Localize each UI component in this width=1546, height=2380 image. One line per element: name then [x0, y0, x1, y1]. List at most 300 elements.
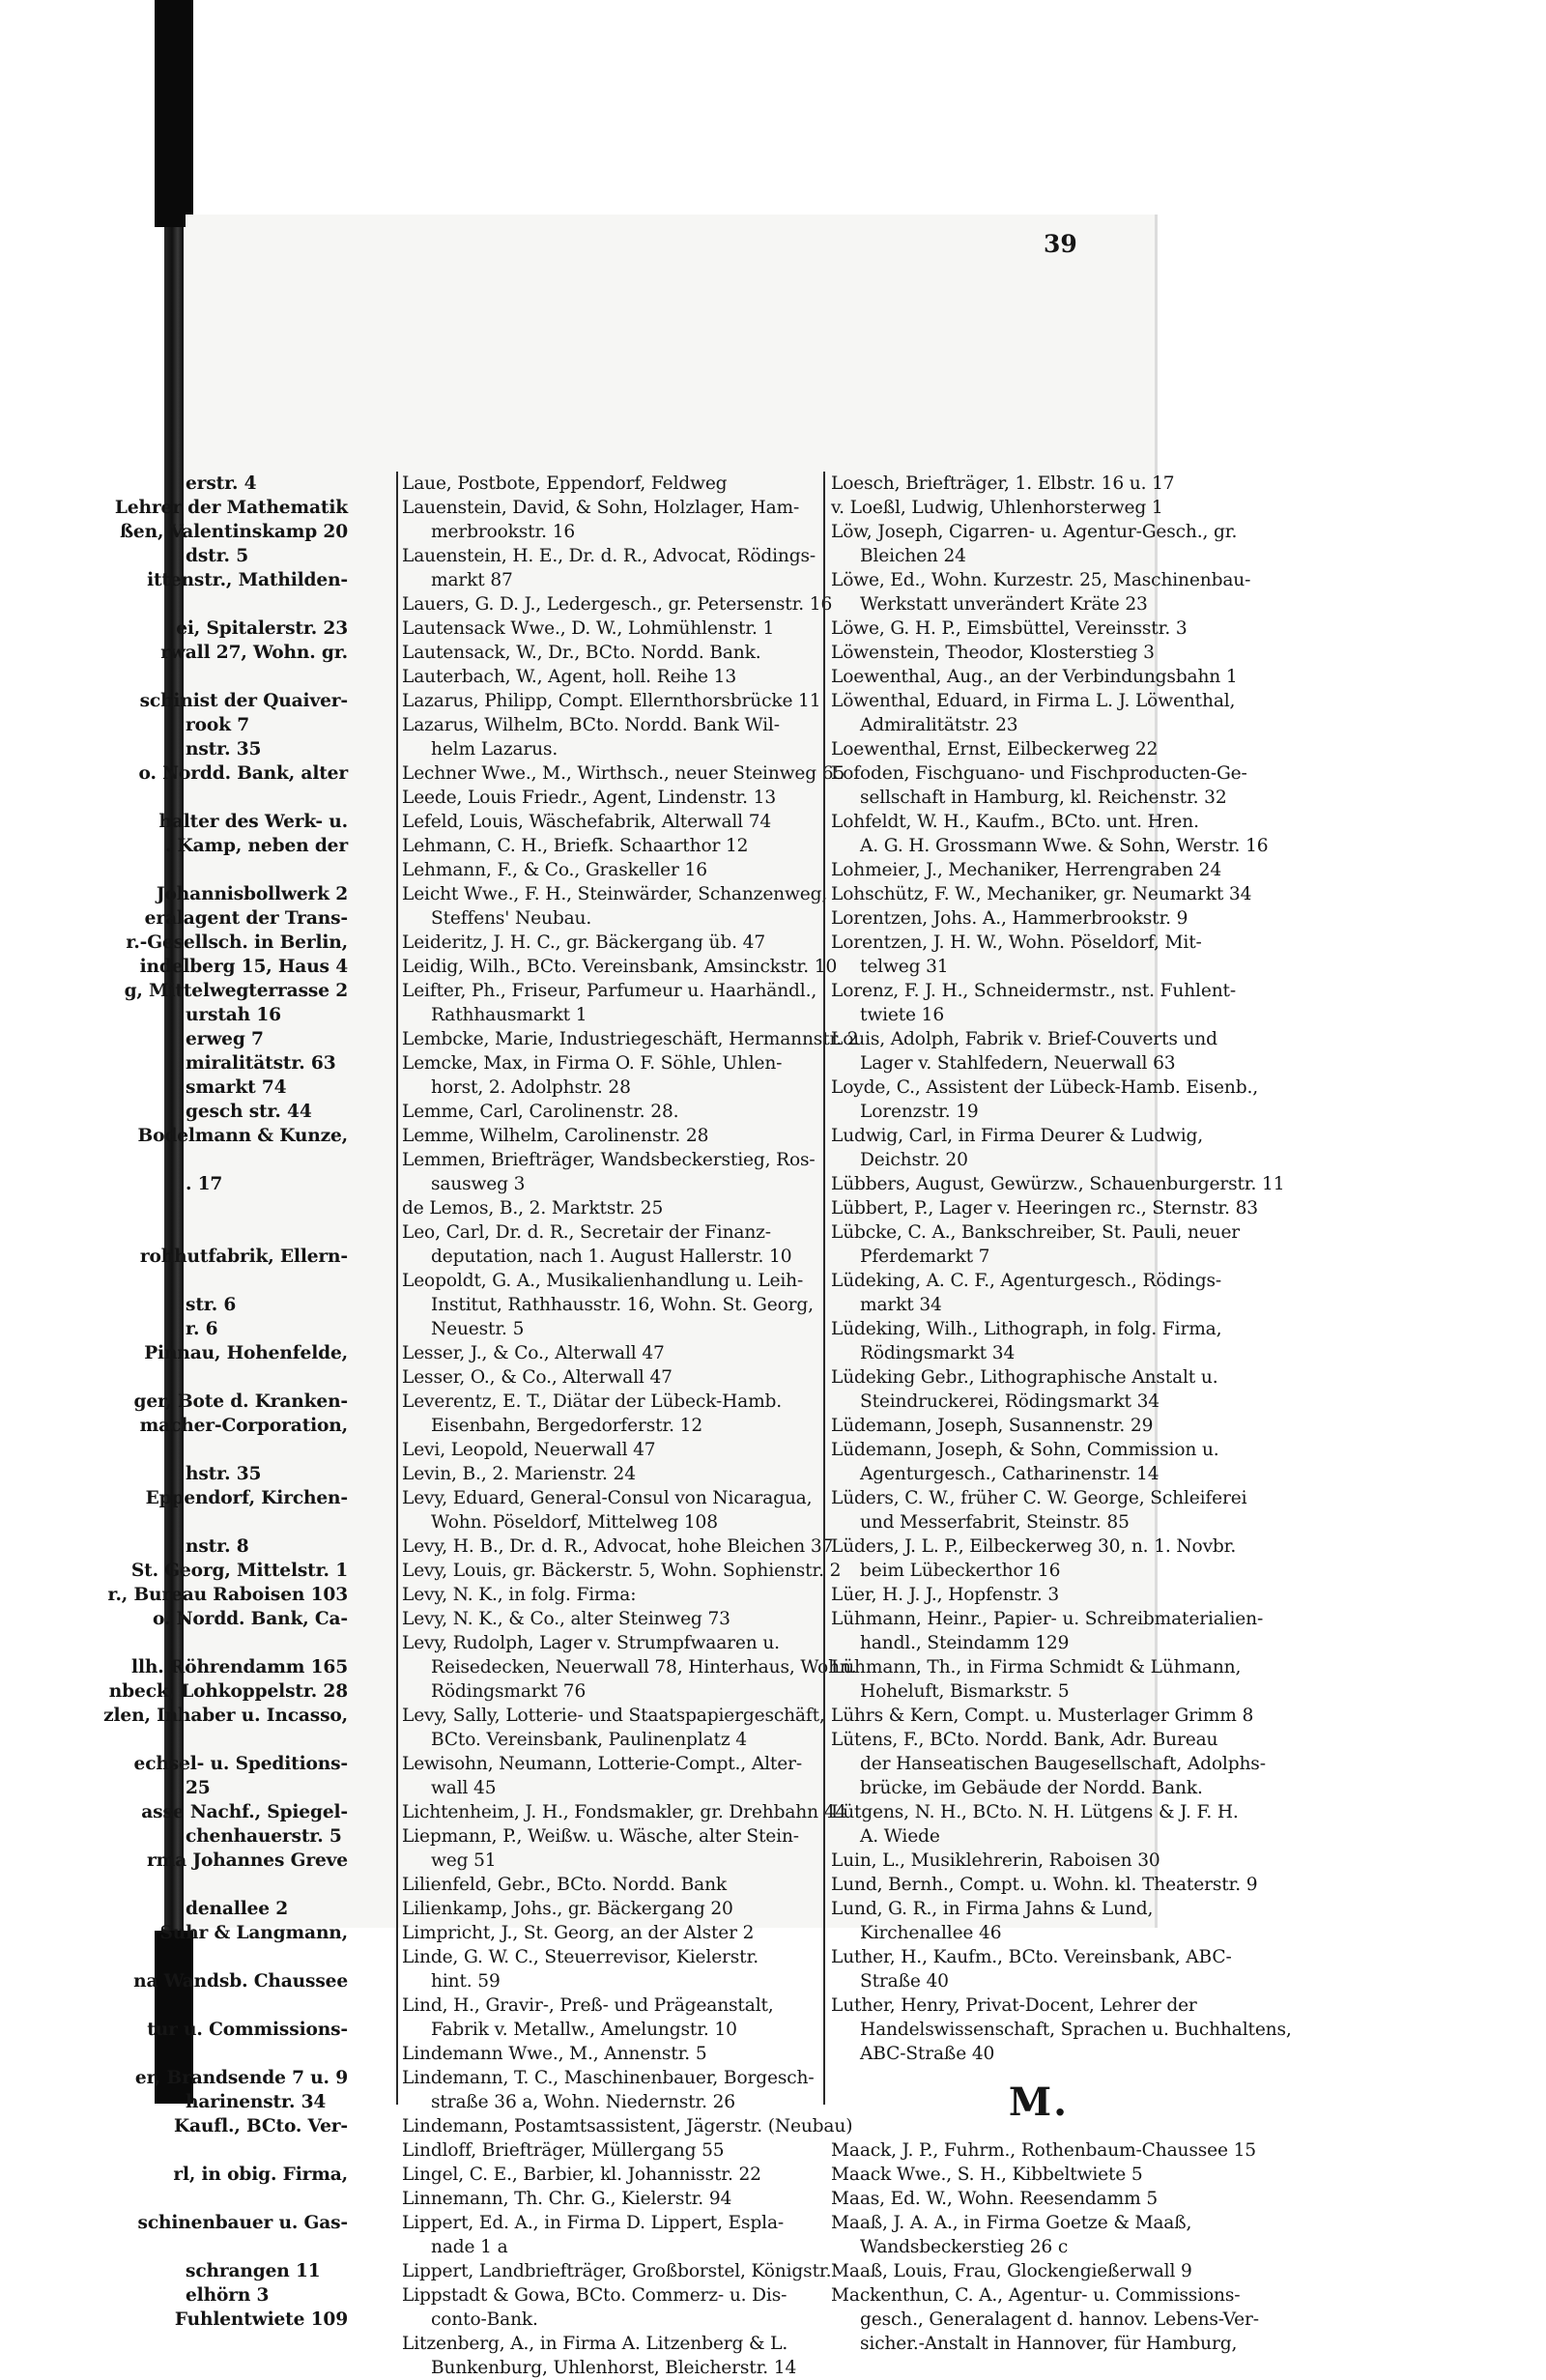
entry-continuation-line: Bleichen 24 — [860, 546, 966, 566]
entry-continuation-line: Eisenbahn, Bergedorferstr. 12 — [431, 1416, 703, 1436]
fragment-line — [139, 1245, 348, 1269]
entry-name-line: Lohfeldt, W. H., Kaufm., BCto. unt. Hren. — [831, 812, 1199, 832]
fragment-text — [186, 1222, 191, 1243]
fragment-text: chenhauerstr. 5 — [186, 1826, 342, 1847]
fragment-text: o. Nordd. Bank, Ca- — [153, 1609, 348, 1629]
directory-entry — [398, 2332, 823, 2380]
entry-name-line: v. Loeßl, Ludwig, Uhlenhorsterweg 1 — [831, 498, 1163, 518]
directory-entry — [398, 761, 845, 786]
entry-name-line: Lütgens, N. H., BCto. N. H. Lütgens & J. F. H. — [831, 1802, 1239, 1822]
entry-name-line: Maaß, Louis, Frau, Glockengießerwall 9 — [831, 2261, 1192, 2281]
entry-name-line: Lembcke, Marie, Industriegeschäft, Hermannstr. 2 — [402, 1029, 859, 1049]
directory-entry — [398, 665, 823, 689]
fragment-line — [186, 472, 348, 496]
entry-name-line: Luin, L., Musiklehrerin, Raboisen 30 — [831, 1850, 1160, 1871]
directory-entry — [825, 1075, 1258, 1124]
entry-name-line: Leede, Louis Friedr., Agent, Lindenstr. 13 — [402, 788, 777, 808]
entry-name-line: Lichtenheim, J. H., Fondsmakler, gr. Drehbahn 44 — [402, 1802, 847, 1822]
entry-continuation-line: gesch., Generalagent d. hannov. Lebens-Ver- — [860, 2309, 1259, 2330]
fragment-text: miralitätstr. 63 — [186, 1053, 336, 1074]
fragment-text: schinenbauer u. Gas- — [137, 2213, 348, 2233]
entry-name-line: Luther, H., Kaufm., BCto. Vereinsbank, ABC- — [831, 1947, 1232, 1967]
fragment-line — [186, 713, 348, 737]
fragment-text: erstr. 4 — [186, 473, 257, 494]
fragment-line — [133, 1969, 348, 1993]
entry-name-line: Lorentzen, J. H. W., Wohn. Pöseldorf, Mit- — [831, 932, 1202, 953]
directory-entry — [825, 931, 1252, 979]
directory-entry — [825, 1945, 1252, 1993]
entry-name-line: Lorenz, F. J. H., Schneidermstr., nst. Fuhlent- — [831, 981, 1236, 1001]
entry-continuation-line: sellschaft in Hamburg, kl. Reichenstr. 32 — [860, 788, 1227, 808]
fragment-line — [174, 2308, 348, 2332]
entry-name-line: Löw, Joseph, Cigarren- u. Agentur-Gesch., gr. — [831, 522, 1238, 542]
entries-l — [825, 472, 1292, 2066]
directory-entry — [398, 1438, 823, 1462]
entry-continuation-line: beim Lübeckerthor 16 — [860, 1561, 1061, 1581]
directory-entry — [398, 1631, 857, 1704]
directory-entry — [398, 1993, 823, 2042]
entry-name-line: Lauenstein, H. E., Dr. d. R., Advocat, Rödings- — [402, 546, 816, 566]
directory-entry — [825, 665, 1252, 689]
directory-entry — [398, 2114, 853, 2138]
directory-entry — [825, 1534, 1252, 1583]
entry-continuation-line: Wohn. Pöseldorf, Mittelweg 108 — [431, 1512, 718, 1533]
fragment-line — [139, 1414, 348, 1438]
entry-name-line: Loewenthal, Ernst, Eilbeckerweg 22 — [831, 739, 1159, 760]
entry-continuation-line: markt 34 — [860, 1295, 942, 1315]
fragment-text: rohhutfabrik, Ellern- — [139, 1247, 348, 1267]
entry-name-line: Lippert, Ed. A., in Firma D. Lippert, Espla- — [402, 2213, 785, 2233]
entry-name-line: Lindloff, Briefträger, Müllergang 55 — [402, 2140, 725, 2161]
directory-entry — [398, 1607, 823, 1631]
directory-entry — [825, 737, 1252, 761]
directory-entry — [398, 1945, 823, 1993]
entry-name-line: Lüdemann, Joseph, & Sohn, Commission u. — [831, 1440, 1219, 1460]
fragment-text: o. Nordd. Bank, alter — [138, 763, 348, 784]
directory-entry — [825, 810, 1269, 858]
directory-entry — [398, 834, 823, 858]
entry-continuation-line: und Messerfabrit, Steinstr. 85 — [860, 1512, 1130, 1533]
fragment-text: zlen, Inhaber u. Incasso, — [103, 1706, 348, 1726]
fragment-line — [186, 1873, 348, 1897]
fragment-text — [186, 1367, 191, 1388]
entry-name-line: Lütens, F., BCto. Nordd. Bank, Adr. Bureau — [831, 1730, 1218, 1750]
entry-name-line: Lüders, J. L. P., Eilbeckerweg 30, n. 1. Novbr. — [831, 1536, 1237, 1557]
fragment-line — [147, 2018, 348, 2042]
entry-name-line: Lemcke, Max, in Firma O. F. Söhle, Uhlen- — [402, 1053, 783, 1074]
entry-name-line: Lesser, O., & Co., Alterwall 47 — [402, 1367, 673, 1388]
fragment-line — [159, 1921, 348, 1945]
directory-entry — [398, 1873, 823, 1897]
directory-entry — [398, 1534, 834, 1559]
entry-name-line: Lübbers, August, Gewürzw., Schauenburgerstr. 11 — [831, 1174, 1285, 1194]
entry-continuation-line: Deichstr. 20 — [860, 1150, 968, 1170]
fragment-line — [186, 1462, 348, 1486]
fragment-text — [186, 1995, 191, 2016]
directory-entry — [398, 2283, 823, 2332]
fragment-text: r.-Gesellsch. in Berlin, — [126, 932, 348, 953]
directory-entry — [825, 1317, 1252, 1365]
entry-name-line: Lippstadt & Gowa, BCto. Commerz- u. Dis- — [402, 2285, 787, 2306]
entry-continuation-line: telweg 31 — [860, 957, 949, 977]
entry-name-line: Levin, B., 2. Marienstr. 24 — [402, 1464, 636, 1484]
fragment-line — [164, 834, 348, 858]
fragment-line — [186, 1897, 348, 1921]
fragment-line — [139, 689, 348, 713]
fragment-text: erweg 7 — [186, 1029, 264, 1049]
directory-entry — [398, 882, 828, 931]
directory-entry — [398, 1365, 823, 1390]
fragment-text: er, Brandsende 7 u. 9 — [134, 2068, 348, 2088]
entry-continuation-line: der Hanseatischen Baugesellschaft, Adolphs- — [860, 1754, 1266, 1774]
entry-continuation-line: markt 87 — [431, 570, 513, 590]
entry-name-line: Lüdeking, A. C. F., Agenturgesch., Rödings- — [831, 1271, 1222, 1291]
entry-continuation-line: Steindruckerei, Rödingsmarkt 34 — [860, 1391, 1160, 1412]
fragment-line — [103, 1704, 348, 1728]
entry-name-line: Lewisohn, Neumann, Lotterie-Compt., Alter- — [402, 1754, 802, 1774]
fragment-text: r., Bureau Raboisen 103 — [107, 1585, 348, 1605]
fragment-line — [173, 2114, 348, 2138]
directory-entry — [825, 617, 1252, 641]
spine-shadow-top — [155, 0, 193, 227]
entry-continuation-line: Neuestr. 5 — [431, 1319, 525, 1339]
fragment-line — [186, 1172, 348, 1196]
directory-entry — [398, 1800, 847, 1824]
directory-entry — [825, 1027, 1252, 1075]
entry-name-line: Levy, Louis, gr. Bäckerstr. 5, Wohn. Sophienstr. 2 — [402, 1561, 842, 1581]
directory-entry — [825, 1993, 1292, 2066]
fragment-text — [186, 1150, 191, 1170]
fragment-text: rwall 27, Wohn. gr. — [160, 643, 348, 663]
entry-continuation-line: horst, 2. Adolphstr. 28 — [431, 1077, 631, 1098]
fragment-line — [186, 2283, 348, 2308]
entry-name-line: Lüdeking, Wilh., Lithograph, in folg. Firma, — [831, 1319, 1222, 1339]
fragment-text: smarkt 74 — [186, 1077, 287, 1098]
directory-entry — [825, 689, 1252, 737]
directory-entry — [825, 858, 1252, 882]
fragment-text: hstr. 35 — [186, 1464, 262, 1484]
fragment-line — [186, 1993, 348, 2018]
fragment-line — [186, 1075, 348, 1100]
directory-entry — [825, 472, 1252, 496]
fragment-text — [186, 667, 191, 687]
entry-name-line: Levy, Sally, Lotterie- und Staatspapiergeschäft, — [402, 1706, 825, 1726]
entry-name-line: Levy, Eduard, General-Consul von Nicaragua, — [402, 1488, 813, 1508]
fragment-text: asse Nachf., Spiegel- — [141, 1802, 348, 1822]
entry-continuation-line: Hoheluft, Bismarkstr. 5 — [860, 1681, 1070, 1702]
directory-entry — [398, 2259, 832, 2283]
fragment-line — [131, 1655, 348, 1679]
directory-entry — [825, 568, 1252, 617]
fragment-line — [108, 1679, 348, 1704]
entry-continuation-line: brücke, im Gebäude der Nordd. Bank. — [860, 1778, 1203, 1798]
directory-entry — [825, 2283, 1259, 2356]
fragment-line — [186, 1631, 348, 1655]
entry-continuation-line: Fabrik v. Metallw., Amelungstr. 10 — [431, 2020, 737, 2040]
directory-entry — [825, 2211, 1252, 2259]
fragment-text — [186, 1512, 191, 1533]
fragment-text — [186, 1271, 191, 1291]
directory-entry — [825, 1800, 1252, 1849]
directory-entry — [398, 1824, 823, 1873]
entry-continuation-line: Admiralitätstr. 23 — [860, 715, 1018, 735]
entry-continuation-line: sausweg 3 — [431, 1174, 526, 1194]
fragment-line — [153, 1607, 348, 1631]
directory-entry — [825, 1172, 1285, 1196]
fragment-text — [186, 1440, 191, 1460]
directory-entry — [825, 1486, 1252, 1534]
fragment-text — [186, 1730, 191, 1750]
fragment-line — [137, 1124, 348, 1148]
entry-name-line: Liepmann, P., Weißw. u. Wäsche, alter Stein- — [402, 1826, 799, 1847]
directory-entry — [398, 2211, 823, 2259]
directory-entry — [398, 1100, 823, 1124]
book-spine — [164, 0, 184, 2104]
fragment-line — [186, 2187, 348, 2211]
entry-continuation-line: Rathhausmarkt 1 — [431, 1005, 587, 1025]
entry-name-line: Leideritz, J. H. C., gr. Bäckergang üb. 47 — [402, 932, 766, 953]
directory-entry — [825, 1897, 1252, 1945]
directory-column-right — [823, 472, 1292, 2354]
fragment-line — [133, 1390, 348, 1414]
directory-entry — [398, 689, 823, 713]
fragment-line — [156, 882, 348, 906]
entry-name-line: Lilienfeld, Gebr., BCto. Nordd. Bank — [402, 1875, 728, 1895]
entry-name-line: Lübbert, P., Lager v. Heeringen rc., Sternstr. 83 — [831, 1198, 1258, 1219]
fragment-line — [186, 1776, 348, 1800]
directory-entry — [398, 2042, 823, 2066]
entry-continuation-line: conto-Bank. — [431, 2309, 538, 2330]
directory-entry — [398, 1462, 823, 1486]
fragment-line — [186, 2259, 348, 2283]
entry-continuation-line: Kirchenallee 46 — [860, 1923, 1002, 1943]
fragment-line — [186, 1100, 348, 1124]
fragment-line — [186, 665, 348, 689]
entry-continuation-line: twiete 16 — [860, 1005, 945, 1025]
directory-entry — [398, 1027, 859, 1051]
fragment-line — [114, 496, 348, 520]
directory-entry — [825, 1704, 1252, 1728]
fragment-text: Suhr & Langmann, — [159, 1923, 348, 1943]
fragment-text: g, Mittelwegterrasse 2 — [124, 981, 348, 1001]
entry-name-line: Leicht Wwe., F. H., Steinwärder, Schanzenweg, — [402, 884, 828, 904]
fragment-line — [126, 931, 348, 955]
entry-continuation-line: Rödingsmarkt 34 — [860, 1343, 1016, 1363]
fragment-text: macher-Corporation, — [139, 1416, 348, 1436]
fragment-text: Pinnau, Hohenfelde, — [144, 1343, 348, 1363]
entry-name-line: Loesch, Briefträger, 1. Elbstr. 16 u. 17 — [831, 473, 1175, 494]
entry-name-line: Lorentzen, Johs. A., Hammerbrookstr. 9 — [831, 908, 1188, 929]
fragment-line — [186, 1051, 348, 1075]
fragment-text: Kaufl., BCto. Ver- — [173, 2116, 348, 2136]
directory-entry — [398, 1196, 823, 1220]
directory-entry — [825, 1269, 1252, 1317]
entry-name-line: Lofoden, Fischguano- und Fischproducten-Ge- — [831, 763, 1247, 784]
fragment-line — [186, 1438, 348, 1462]
directory-entry — [398, 1921, 823, 1945]
entry-name-line: Lindemann, Postamtsassistent, Jägerstr. (Neubau) — [402, 2116, 853, 2136]
entry-name-line: de Lemos, B., 2. Marktstr. 25 — [402, 1198, 664, 1219]
fragment-text: dstr. 5 — [186, 546, 248, 566]
entry-continuation-line: nade 1 a — [431, 2237, 508, 2257]
fragment-line — [186, 1510, 348, 1534]
entry-continuation-line: Handelswissenschaft, Sprachen u. Buchhaltens, — [860, 2020, 1292, 2040]
entry-name-line: Löwenstein, Theodor, Klosterstieg 3 — [831, 643, 1155, 663]
directory-entry — [398, 955, 838, 979]
entry-name-line: Lazarus, Wilhelm, BCto. Nordd. Bank Wil- — [402, 715, 780, 735]
fragment-text: indelberg 15, Haus 4 — [139, 957, 348, 977]
fragment-text — [186, 2140, 191, 2161]
entry-name-line: Lüdeking Gebr., Lithographische Anstalt u. — [831, 1367, 1218, 1388]
directory-entry — [398, 472, 823, 496]
entry-continuation-line: ABC-Straße 40 — [860, 2044, 995, 2064]
entry-continuation-line: merbrookstr. 16 — [431, 522, 576, 542]
fragment-line — [186, 1003, 348, 1027]
previous-page-fragments — [103, 472, 348, 2332]
entry-name-line: Litzenberg, A., in Firma A. Litzenberg & L. — [402, 2334, 788, 2354]
fragment-text: str. 6 — [186, 1295, 237, 1315]
directory-entry — [825, 1583, 1252, 1607]
entry-name-line: Loyde, C., Assistent der Lübeck-Hamb. Eisenb., — [831, 1077, 1258, 1098]
fragment-text: Fuhlentwiete 109 — [174, 2309, 348, 2330]
entry-continuation-line: Reisedecken, Neuerwall 78, Hinterhaus, Wohn. — [431, 1657, 857, 1677]
entry-name-line: Linnemann, Th. Chr. G., Kielerstr. 94 — [402, 2189, 732, 2209]
fragment-text: nstr. 35 — [186, 739, 262, 760]
fragment-text: llh. Röhrendamm 165 — [131, 1657, 348, 1677]
entry-name-line: Mackenthun, C. A., Agentur- u. Commissions- — [831, 2285, 1241, 2306]
fragment-text: denallee 2 — [186, 1899, 289, 1919]
fragment-text: . 17 — [186, 1174, 223, 1194]
fragment-line — [137, 2211, 348, 2235]
fragment-line — [119, 520, 348, 544]
entry-name-line: Lund, Bernh., Compt. u. Wohn. kl. Theaterstr. 9 — [831, 1875, 1258, 1895]
directory-entry — [398, 1051, 823, 1100]
directory-entry — [398, 1148, 823, 1196]
directory-entry — [825, 2138, 1256, 2163]
entry-continuation-line: Agenturgesch., Catharinenstr. 14 — [860, 1464, 1160, 1484]
directory-entry — [398, 1390, 823, 1438]
fragment-line — [141, 1800, 348, 1824]
entry-continuation-line: Lager v. Stahlfedern, Neuerwall 63 — [860, 1053, 1176, 1074]
entry-name-line: Lund, G. R., in Firma Jahns & Lund, — [831, 1899, 1154, 1919]
fragment-line — [186, 1293, 348, 1317]
directory-entry — [825, 761, 1252, 810]
directory-entry — [398, 979, 823, 1027]
entry-name-line: Lehmann, F., & Co., Graskeller 16 — [402, 860, 707, 880]
entry-name-line: Lüders, C. W., früher C. W. George, Schleiferei — [831, 1488, 1247, 1508]
entry-name-line: Lind, H., Gravir-, Preß- und Prägeanstalt, — [402, 1995, 774, 2016]
entry-continuation-line: BCto. Vereinsbank, Paulinenplatz 4 — [431, 1730, 747, 1750]
fragment-line — [186, 1824, 348, 1849]
entry-name-line: Leifter, Ph., Friseur, Parfumeur u. Haarhändl., — [402, 981, 817, 1001]
fragment-text: urstah 16 — [186, 1005, 281, 1025]
directory-column-middle — [396, 472, 859, 2378]
entry-name-line: Lauenstein, David, & Sohn, Holzlager, Ham- — [402, 498, 800, 518]
directory-entry — [398, 617, 823, 641]
entry-name-line: Maack, J. P., Fuhrm., Rothenbaum-Chaussee 15 — [831, 2140, 1256, 2161]
directory-entry — [825, 1438, 1252, 1486]
fragment-text: Johannisbollwerk 2 — [156, 884, 348, 904]
directory-entry — [398, 1269, 823, 1341]
entry-name-line: Lautensack Wwe., D. W., Lohmühlenstr. 1 — [402, 618, 775, 639]
fragment-line — [186, 737, 348, 761]
fragment-line — [186, 1269, 348, 1293]
entry-name-line: Lesser, J., & Co., Alterwall 47 — [402, 1343, 665, 1363]
directory-entry — [398, 2138, 823, 2163]
entry-name-line: Löwe, Ed., Wohn. Kurzestr. 25, Maschinenbau- — [831, 570, 1251, 590]
fragment-text: Lehrer der Mathematik — [114, 498, 348, 518]
entry-continuation-line: helm Lazarus. — [431, 739, 558, 760]
directory-page — [103, 215, 1292, 2378]
directory-entry — [398, 1220, 823, 1269]
fragment-line — [147, 568, 348, 592]
entry-name-line: Loewenthal, Aug., an der Verbindungsbahn 1 — [831, 667, 1238, 687]
fragment-text: tur u. Commissions- — [147, 2020, 348, 2040]
directory-entry — [398, 1897, 823, 1921]
directory-entry — [398, 1486, 823, 1534]
entry-name-line: Linde, G. W. C., Steuerrevisor, Kielerstr. — [402, 1947, 759, 1967]
entry-name-line: Lechner Wwe., M., Wirthsch., neuer Steinweg 65 — [402, 763, 845, 784]
fragment-text: echsel- u. Speditions- — [133, 1754, 348, 1774]
fragment-text — [186, 1875, 191, 1895]
directory-entry — [825, 2163, 1252, 2187]
directory-entry — [825, 1873, 1258, 1897]
entry-continuation-line: deputation, nach 1. August Hallerstr. 10 — [431, 1247, 792, 1267]
entry-continuation-line: sicher.-Anstalt in Hannover, für Hamburg, — [860, 2334, 1238, 2354]
entry-name-line: Leo, Carl, Dr. d. R., Secretair der Finanz- — [402, 1222, 771, 1243]
entry-continuation-line: Institut, Rathhausstr. 16, Wohn. St. Georg, — [431, 1295, 814, 1315]
entry-name-line: Löwenthal, Eduard, in Firma L. J. Löwenthal, — [831, 691, 1236, 711]
fragment-text — [186, 860, 191, 880]
fragment-line — [160, 641, 348, 665]
directory-entry — [825, 1655, 1252, 1704]
directory-entry — [398, 931, 823, 955]
entry-name-line: Lemmen, Briefträger, Wandsbeckerstieg, Ros- — [402, 1150, 816, 1170]
directory-entry — [825, 979, 1252, 1027]
directory-entry — [825, 882, 1252, 906]
entry-continuation-line: A. G. H. Grossmann Wwe. & Sohn, Werstr. 16 — [860, 836, 1269, 856]
fragment-text: nbeck, Lohkoppelstr. 28 — [108, 1681, 348, 1702]
directory-entry — [825, 1196, 1258, 1220]
entry-name-line: Maack Wwe., S. H., Kibbeltwiete 5 — [831, 2165, 1143, 2185]
entry-name-line: Maas, Ed. W., Wohn. Reesendamm 5 — [831, 2189, 1158, 2209]
fragment-text: rma Johannes Greve — [146, 1850, 348, 1871]
fragment-text — [186, 2044, 191, 2064]
fragment-text: ger, Bote d. Kranken- — [133, 1391, 348, 1412]
section-heading-m: M. — [1008, 2079, 1070, 2125]
fragment-line — [186, 1317, 348, 1341]
directory-entry — [398, 1559, 842, 1583]
entry-continuation-line: A. Wiede — [860, 1826, 940, 1847]
fragment-line — [138, 761, 348, 786]
fragment-line — [186, 1534, 348, 1559]
entry-name-line: Leverentz, E. T., Diätar der Lübeck-Hamb. — [402, 1391, 783, 1412]
directory-entry — [398, 496, 823, 544]
directory-entry — [398, 713, 823, 761]
entry-name-line: Lefeld, Louis, Wäschefabrik, Alterwall 74 — [402, 812, 772, 832]
fragment-text: elhörn 3 — [186, 2285, 270, 2306]
directory-entry — [398, 1341, 823, 1365]
fragment-text: harinenstr. 34 — [186, 2092, 327, 2112]
entry-continuation-line: Straße 40 — [860, 1971, 949, 1992]
directory-entry — [398, 810, 823, 834]
fragment-line — [134, 2066, 348, 2090]
directory-entry — [398, 786, 823, 810]
fragment-text: Bodelmann & Kunze, — [137, 1126, 348, 1146]
fragment-text — [186, 594, 191, 615]
directory-entry — [398, 1752, 823, 1800]
fragment-line — [186, 1728, 348, 1752]
